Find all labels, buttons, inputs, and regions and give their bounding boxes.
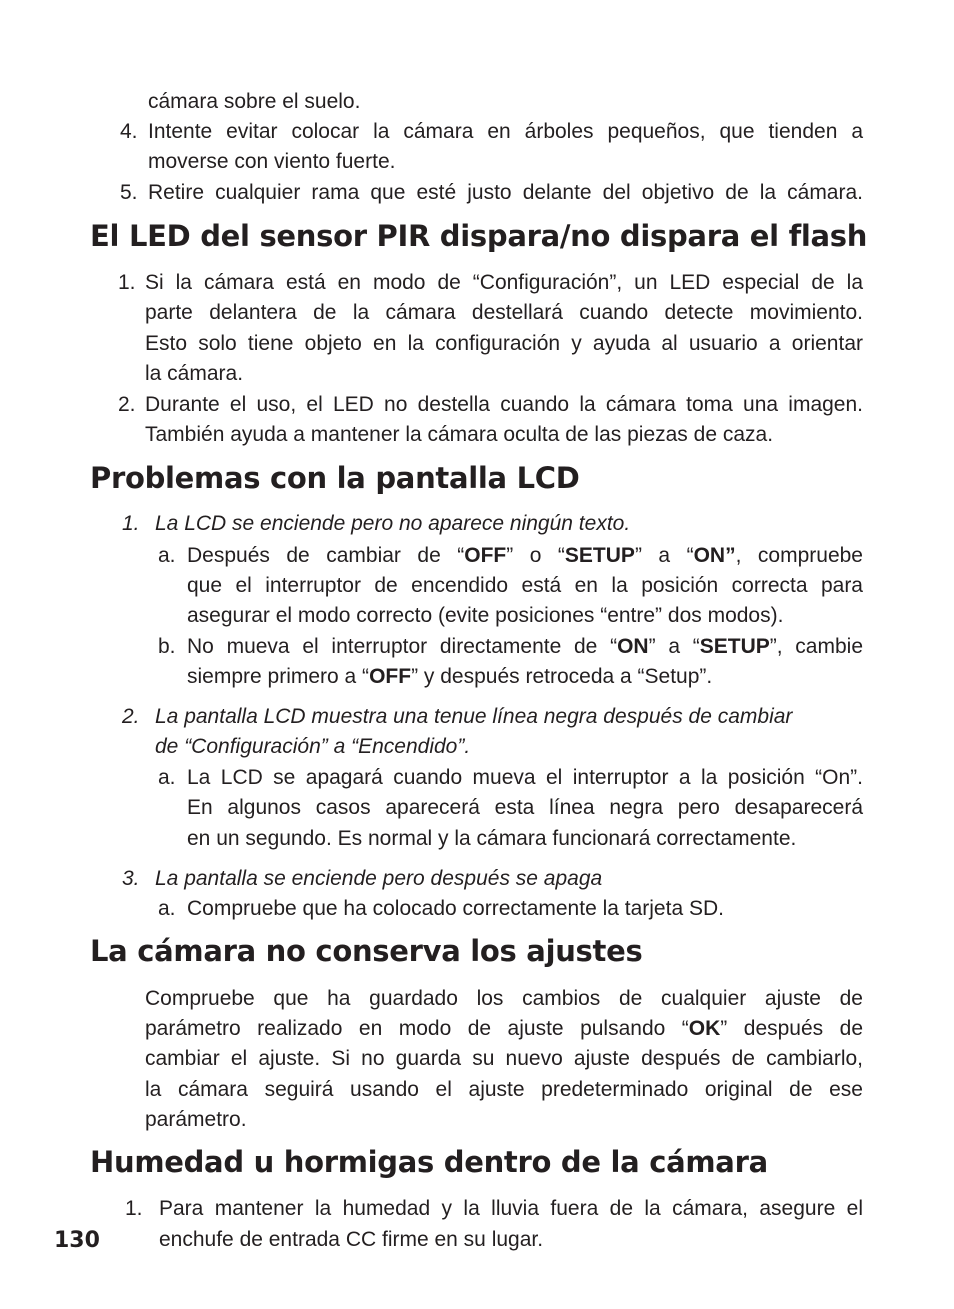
list-item-text: moverse con viento fuerte. — [148, 150, 396, 173]
sub-item-text: que el interruptor de encendido está en la posición correcta para — [187, 574, 863, 597]
list-number: 4. — [120, 120, 138, 143]
section-heading-lcd: Problemas con la pantalla LCD — [90, 461, 580, 495]
section-heading-humidity: Humedad u hormigas dentro de la cámara — [90, 1145, 768, 1179]
problem-title: La pantalla se enciende pero después se apaga — [155, 867, 603, 890]
sub-item-letter: a. — [158, 897, 176, 920]
sub-item-text: siempre primero a “OFF” y después retroceda a “Setup”. — [187, 665, 713, 688]
list-number: 5. — [120, 181, 138, 204]
list-item-continuation: cámara sobre el suelo. — [148, 90, 361, 113]
sub-item-text: asegurar el modo correcto (evite posiciones “entre” dos modos). — [187, 604, 784, 627]
list-number: 2. — [118, 393, 136, 416]
paragraph-line: parámetro. — [145, 1108, 247, 1131]
list-item-text: Esto solo tiene objeto en la configuración y ayuda al usuario a orientar — [145, 332, 863, 355]
problem-number: 1. — [122, 512, 140, 535]
list-item-text: enchufe de entrada CC firme en su lugar. — [159, 1228, 544, 1251]
sub-item-text: Compruebe que ha colocado correctamente la tarjeta SD. — [187, 897, 724, 920]
list-number: 1. — [118, 271, 136, 294]
list-item-text: Retire cualquier rama que esté justo delante del objetivo de la cámara. — [148, 181, 863, 204]
sub-item-letter: a. — [158, 766, 176, 789]
sub-item-letter: b. — [158, 635, 176, 658]
list-item-text: parte delantera de la cámara destellará cuando detecte movimiento. — [145, 301, 863, 324]
section-heading-settings: La cámara no conserva los ajustes — [90, 934, 643, 968]
problem-number: 2. — [122, 705, 140, 728]
problem-title: La pantalla LCD muestra una tenue línea negra después de cambiar — [155, 705, 793, 728]
list-item-text: Si la cámara está en modo de “Configuración”, un LED especial de la — [145, 271, 863, 294]
sub-item-text: En algunos casos aparecerá esta línea negra pero desaparecerá — [187, 796, 863, 819]
page-number: 130 — [54, 1228, 100, 1253]
list-item-text: Intente evitar colocar la cámara en árboles pequeños, que tienden a — [148, 120, 863, 143]
list-item-text: Durante el uso, el LED no destella cuando la cámara toma una imagen. — [145, 393, 863, 416]
sub-item-letter: a. — [158, 544, 176, 567]
problem-title: de “Configuración” a “Encendido”. — [155, 735, 471, 758]
list-item-text: la cámara. — [145, 362, 244, 385]
problem-title: La LCD se enciende pero no aparece ningún texto. — [155, 512, 631, 535]
sub-item-text: Después de cambiar de “OFF” o “SETUP” a “ON”, compruebe — [187, 544, 863, 567]
list-item-text: También ayuda a mantener la cámara oculta de las piezas de caza. — [145, 423, 774, 446]
problem-number: 3. — [122, 867, 140, 890]
paragraph-line: cambiar el ajuste. Si no guarda su nuevo ajuste después de cambiarlo, — [145, 1047, 863, 1070]
list-item-text: Para mantener la humedad y la lluvia fuera de la cámara, asegure el — [159, 1197, 863, 1220]
paragraph-line: Compruebe que ha guardado los cambios de cualquier ajuste de — [145, 987, 863, 1010]
section-heading-led: El LED del sensor PIR dispara/no dispara el flash — [90, 219, 868, 253]
list-number: 1. — [125, 1197, 143, 1220]
sub-item-text: La LCD se apagará cuando mueva el interruptor a la posición “On”. — [187, 766, 863, 789]
paragraph-line: parámetro realizado en modo de ajuste pulsando “OK” después de — [145, 1017, 863, 1040]
paragraph-line: la cámara seguirá usando el ajuste predeterminado original de ese — [145, 1078, 863, 1101]
sub-item-text: en un segundo. Es normal y la cámara funcionará correctamente. — [187, 827, 797, 850]
sub-item-text: No mueva el interruptor directamente de “ON” a “SETUP”, cambie — [187, 635, 864, 658]
